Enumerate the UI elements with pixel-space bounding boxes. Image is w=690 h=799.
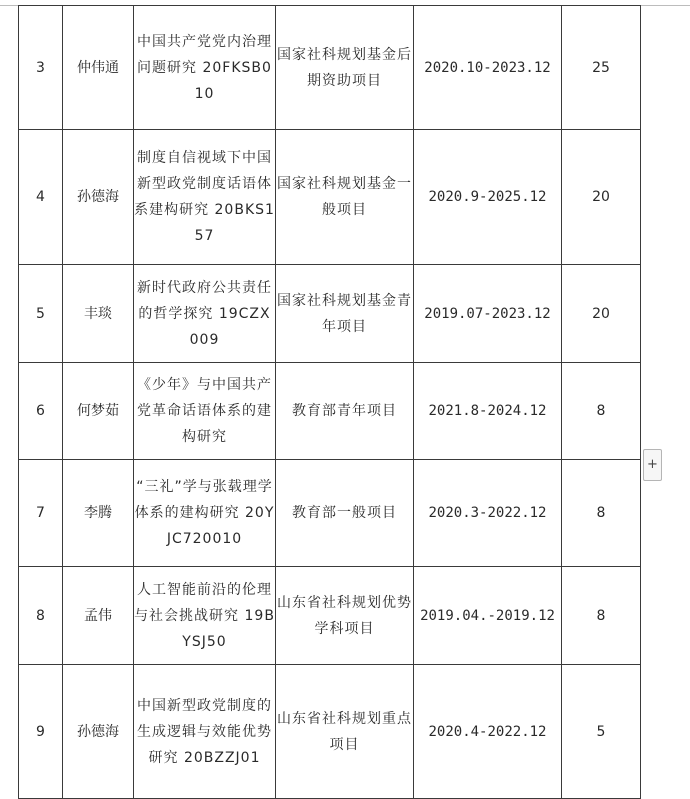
project-period-cell: 2019.04.-2019.12 bbox=[414, 567, 562, 665]
project-period-cell: 2020.4-2022.12 bbox=[414, 665, 562, 799]
table-row bbox=[19, 567, 641, 665]
funding-amount-cell: 25 bbox=[562, 6, 641, 130]
project-period-cell: 2020.10-2023.12 bbox=[414, 6, 562, 130]
table-row bbox=[19, 363, 641, 460]
project-type-cell: 教育部一般项目 bbox=[276, 460, 414, 567]
project-period-cell: 2021.8-2024.12 bbox=[414, 363, 562, 460]
project-title-cell: 中国新型政党制度的生成逻辑与效能优势研究 20BZZJ01 bbox=[134, 665, 276, 799]
row-number-cell: 8 bbox=[19, 567, 63, 665]
funding-amount-cell: 20 bbox=[562, 265, 641, 363]
funding-amount-cell: 8 bbox=[562, 363, 641, 460]
project-type-cell: 教育部青年项目 bbox=[276, 363, 414, 460]
project-title-cell: 中国共产党党内治理问题研究 20FKSB010 bbox=[134, 6, 276, 130]
project-period-cell: 2019.07-2023.12 bbox=[414, 265, 562, 363]
row-number-cell: 5 bbox=[19, 265, 63, 363]
row-number-cell: 4 bbox=[19, 130, 63, 265]
leader-name-cell: 孙德海 bbox=[63, 665, 134, 799]
add-row-button[interactable]: + bbox=[643, 449, 662, 481]
project-type-cell: 国家社科规划基金后期资助项目 bbox=[276, 6, 414, 130]
table-row bbox=[19, 460, 641, 567]
funding-amount-cell: 8 bbox=[562, 460, 641, 567]
table-row bbox=[19, 6, 641, 130]
project-period-cell: 2020.3-2022.12 bbox=[414, 460, 562, 567]
project-type-cell: 山东省社科规划优势学科项目 bbox=[276, 567, 414, 665]
leader-name-cell: 孙德海 bbox=[63, 130, 134, 265]
row-number-cell: 6 bbox=[19, 363, 63, 460]
table-row bbox=[19, 130, 641, 265]
project-title-cell: 制度自信视域下中国新型政党制度话语体系建构研究 20BKS157 bbox=[134, 130, 276, 265]
row-number-cell: 7 bbox=[19, 460, 63, 567]
table-row bbox=[19, 665, 641, 799]
table-row bbox=[19, 265, 641, 363]
funding-amount-cell: 8 bbox=[562, 567, 641, 665]
project-type-cell: 国家社科规划基金一般项目 bbox=[276, 130, 414, 265]
leader-name-cell: 孟伟 bbox=[63, 567, 134, 665]
funding-amount-cell: 20 bbox=[562, 130, 641, 265]
project-title-cell: 新时代政府公共责任的哲学探究 19CZX009 bbox=[134, 265, 276, 363]
project-title-cell: “三礼”学与张载理学体系的建构研究 20YJC720010 bbox=[134, 460, 276, 567]
row-number-cell: 3 bbox=[19, 6, 63, 130]
project-type-cell: 山东省社科规划重点项目 bbox=[276, 665, 414, 799]
leader-name-cell: 李腾 bbox=[63, 460, 134, 567]
project-period-cell: 2020.9-2025.12 bbox=[414, 130, 562, 265]
leader-name-cell: 仲伟通 bbox=[63, 6, 134, 130]
project-type-cell: 国家社科规划基金青年项目 bbox=[276, 265, 414, 363]
leader-name-cell: 丰琰 bbox=[63, 265, 134, 363]
project-title-cell: 人工智能前沿的伦理与社会挑战研究 19BYSJ50 bbox=[134, 567, 276, 665]
project-table bbox=[18, 5, 641, 799]
row-number-cell: 9 bbox=[19, 665, 63, 799]
leader-name-cell: 何梦茹 bbox=[63, 363, 134, 460]
project-title-cell: 《少年》与中国共产党革命话语体系的建构研究 bbox=[134, 363, 276, 460]
funding-amount-cell: 5 bbox=[562, 665, 641, 799]
